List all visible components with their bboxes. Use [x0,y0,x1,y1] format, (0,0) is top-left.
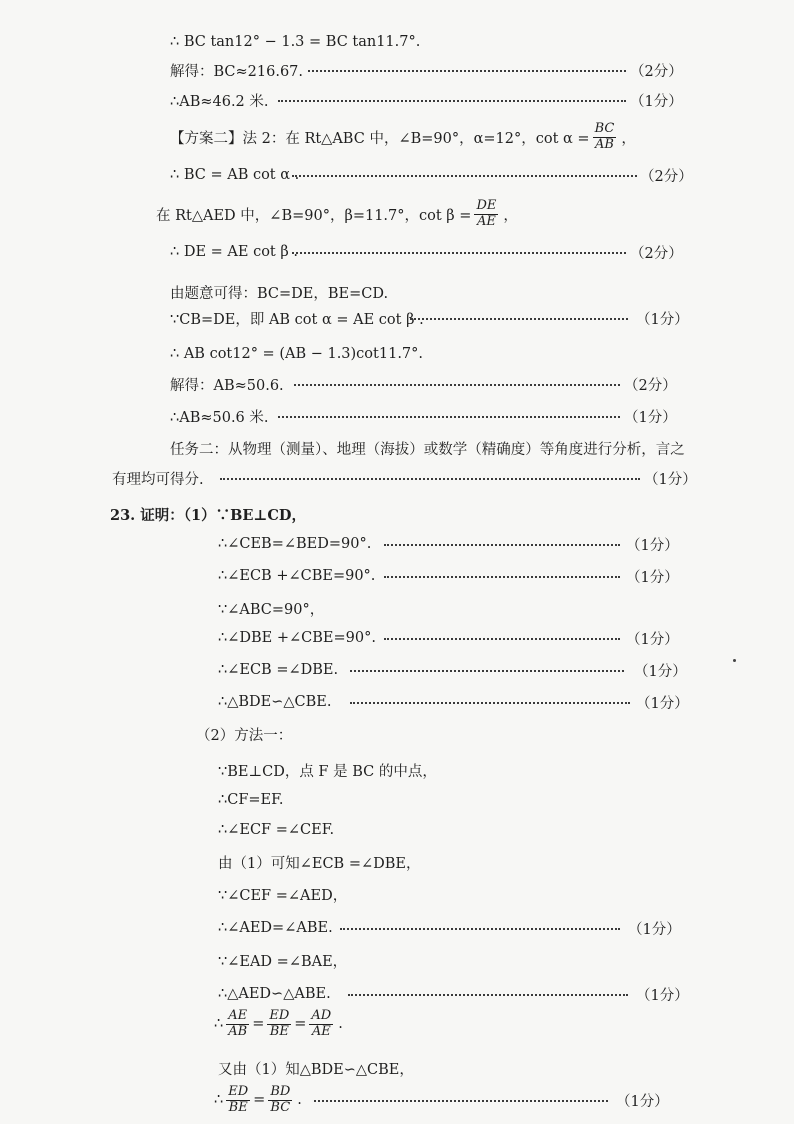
line-text: （2）方法一： [196,727,293,744]
line-text: 23. 证明：（1）∵BE⊥CD， [110,506,306,524]
score-label: （1分） [634,664,687,680]
dotted-leader [314,1100,608,1102]
fraction-denominator: BC [270,1099,291,1115]
score-label: （1分） [628,922,681,938]
line-text: 在 Rt△AED 中，∠B=90°，β=11.7°，cot β = [156,207,472,224]
dotted-leader [294,384,620,386]
line-text: ∴∠CEB=∠BED=90°. [218,536,372,552]
therefore-symbol: ∴ [214,1016,224,1032]
line-text: ∴ BC tan12° − 1.3 = BC tan11.7°. [170,34,421,50]
score-label: （1分） [626,538,679,554]
dotted-leader [410,318,628,320]
text-line [170,88,690,112]
dotted-leader [278,416,620,418]
dotted-leader [292,252,626,254]
text-line [218,982,688,1006]
punctuation: . [338,1016,343,1032]
text-line [218,948,347,972]
equals-sign: = [252,1016,265,1032]
fraction-numerator: DE [476,198,497,214]
equals-sign: = [253,1092,266,1108]
punctuation: ， [503,207,518,224]
fraction-numerator: ED [269,1008,290,1024]
text-line [218,882,347,906]
text-line [218,758,437,782]
dotted-leader [350,670,624,672]
line-text: ∴AB≈46.2 米. [170,93,269,110]
text-line [170,306,690,330]
line-text: 有理均可得分. [112,471,204,488]
score-label: （2分） [624,378,677,394]
score-label: （1分） [616,1094,669,1110]
line-text: 解得：BC≈216.67. [170,63,304,80]
line-text: ∴ DE = AE cot β . [170,244,298,260]
line-text: ∴AB≈50.6 米. [170,409,269,426]
score-label: （1分） [636,988,689,1004]
fraction-denominator: BE [269,1023,289,1039]
line-text: ∴∠ECB +∠CBE=90°. [218,568,376,584]
line-text: ∵∠CEF =∠AED， [218,887,348,904]
text-line [218,690,688,714]
line-text: 由题意可得：BC=DE，BE=CD. [170,285,389,302]
line-text: ∴△BDE∽△CBE. [218,694,332,710]
fraction-denominator: AB [594,136,614,152]
text-line [218,788,284,812]
dotted-leader [384,576,620,578]
score-label: （1分） [636,696,689,712]
dotted-leader [308,70,626,72]
score-label: （1分） [630,94,683,110]
text-line [170,118,636,156]
dotted-leader [220,478,640,480]
text-line [170,280,388,304]
fraction-cot-alpha [593,122,617,152]
punctuation: . [297,1092,302,1108]
score-label: （1分） [636,312,689,328]
fraction-line [214,1080,674,1120]
speck-mark [733,659,736,662]
fraction-bd-bc [268,1085,292,1115]
line-text: ∴△AED∽△ABE. [218,986,331,1002]
line-text: ∵CB=DE，即 AB cot α = AE cot β . [170,311,424,328]
fraction-numerator: BC [594,121,615,137]
fraction-numerator: AE [228,1008,248,1024]
fraction-line [214,1004,343,1044]
text-line [170,372,690,396]
score-label: （1分） [624,410,677,426]
text-line [170,240,690,264]
line-text: 又由（1）知△BDE∽△CBE， [218,1061,414,1078]
text-line [170,404,700,428]
line-text: ∵∠EAD =∠BAE， [218,953,348,970]
fraction-numerator: ED [228,1084,249,1100]
text-line [218,626,688,650]
score-label: （1分） [644,472,697,488]
dotted-leader [348,994,628,996]
line-text: ∴∠ECF =∠CEF. [218,822,335,838]
line-text: ∴CF=EF. [218,792,284,808]
fraction-numerator: BD [270,1084,291,1100]
punctuation: ， [621,130,636,147]
line-text: 由（1）可知∠ECB =∠DBE， [218,855,421,872]
fraction-ed-be [267,1009,291,1039]
text-line [218,532,688,556]
score-label: （2分） [630,64,683,80]
text-line [170,58,690,82]
fraction-ad-ae [309,1009,333,1039]
text-line [218,658,688,682]
text-line [196,722,292,746]
text-line [218,916,688,940]
line-text: 解得：AB≈50.6. [170,377,284,394]
fraction-denominator: AB [228,1023,248,1039]
text-line [218,818,334,842]
fraction-denominator: BE [228,1099,248,1115]
score-label: （2分） [630,246,683,262]
fraction-ae-ab [226,1009,249,1039]
dotted-leader [340,928,620,930]
line-text: ∴∠DBE +∠CBE=90°. [218,630,376,646]
score-label: （1分） [626,632,679,648]
text-line [218,850,420,874]
text-line [170,342,423,366]
line-text: ∵∠ABC=90°， [218,601,325,618]
text-line [156,195,518,233]
dotted-leader [384,638,620,640]
line-text: 任务二：从物理（测量）、地理（海拔）或数学（精确度）等角度进行分析，言之 [170,441,685,458]
fraction-numerator: AD [311,1008,332,1024]
text-line [170,436,685,460]
dotted-leader [350,702,630,704]
text-line [170,30,420,54]
fraction-cot-beta [474,199,498,229]
line-text: 【方案二】法 2：在 Rt△ABC 中，∠B=90°，α=12°，cot α = [170,130,590,147]
score-label: （2分） [640,169,693,185]
line-text: ∵BE⊥CD，点 F 是 BC 的中点， [218,763,437,780]
line-text: ∴∠AED=∠ABE. [218,920,333,936]
dotted-leader [292,175,637,177]
text-line [218,1056,414,1080]
fraction-ed-be [226,1085,250,1115]
fraction-denominator: AE [311,1023,331,1039]
line-text: ∴ AB cot12° = (AB − 1.3)cot11.7°. [170,346,424,362]
text-line [218,564,688,588]
dotted-leader [278,100,626,102]
text-line [170,163,700,187]
equals-sign: = [294,1016,307,1032]
line-text: ∴ BC = AB cot α . [170,167,300,183]
fraction-denominator: AE [476,213,496,229]
text-line [110,502,306,526]
dotted-leader [384,544,620,546]
text-line [218,596,324,620]
therefore-symbol: ∴ [214,1092,224,1108]
score-label: （1分） [626,570,679,586]
text-line [112,466,702,490]
line-text: ∴∠ECB =∠DBE. [218,662,339,678]
